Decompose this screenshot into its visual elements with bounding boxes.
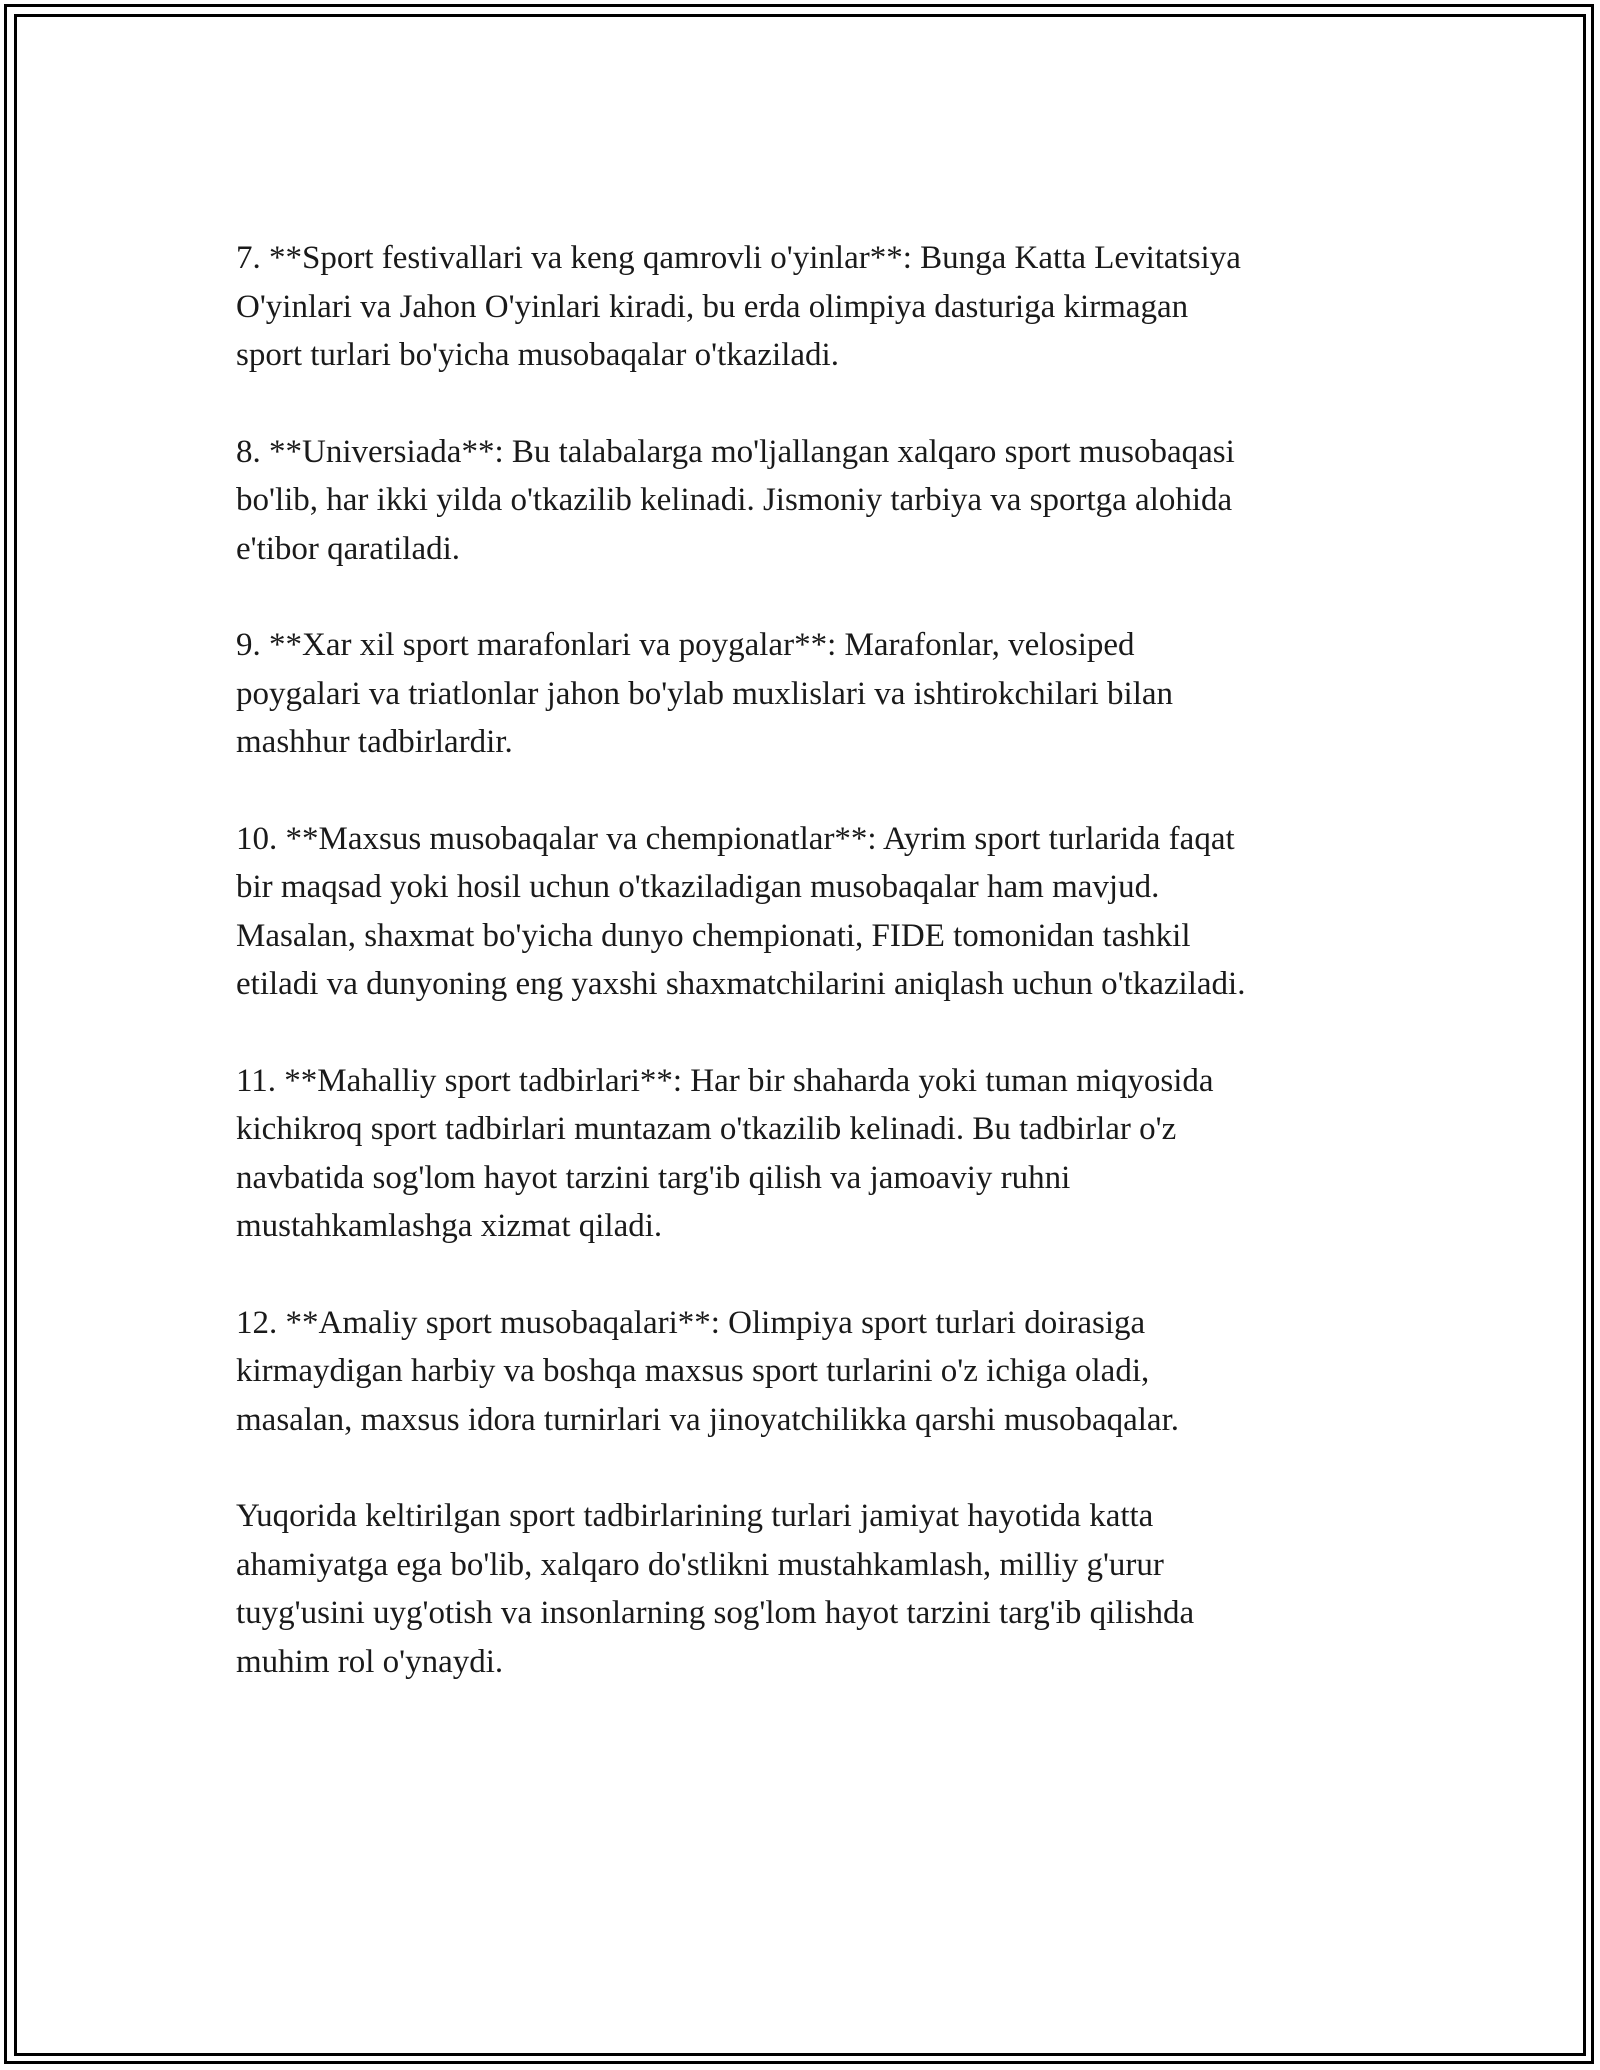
paragraph-item-9: 9. **Xar xil sport marafonlari va poygalar**: Marafonlar, velosiped poygalari va triatlonlar jahon bo'ylab muxlislari va ishtirokchilari bilan mashhur tadbirlardir. (236, 627, 1174, 760)
document-body (236, 234, 1376, 1734)
paragraph-item-7: 7. **Sport festivallari va keng qamrovli o'yinlar**: Bunga Katta Levitatsiya O'yinlari va Jahon O'yinlari kiradi, bu erda olimpiya dasturiga kirmagan sport turlari bo'yicha musobaqalar o'tkaziladi. (236, 240, 1241, 373)
paragraph-item-11: 11. **Mahalliy sport tadbirlari**: Har bir shaharda yoki tuman miqyosida kichikroq sport tadbirlari muntazam o'tkazilib kelinadi. Bu tadbirlar o'z navbatida sog'lom hayot tarzini targ'ib qilish va jamoaviy ruhni mustahkamlashga xizmat qiladi. (236, 1062, 1214, 1244)
conclusion-paragraph: Yuqorida keltirilgan sport tadbirlarining turlari jamiyat hayotida katta ahamiyatga ega bo'lib, xalqaro do'stlikni mustahkamlash, milliy g'urur tuyg'usini uyg'otish va insonlarning sog'lom hayot tarzini targ'ib qilishda muhim rol o'ynaydi. (236, 1498, 1195, 1680)
paragraph-item-12: 12. **Amaliy sport musobaqalari**: Olimpiya sport turlari doirasiga kirmaydigan harbiy va boshqa maxsus sport turlarini o'z ichiga oladi, masalan, maxsus idora turnirlari va jinoyatchilikka qarshi musobaqalar. (236, 1304, 1179, 1438)
paragraph-item-8: 8. **Universiada**: Bu talabalarga mo'ljallangan xalqaro sport musobaqasi bo'lib, har ikki yilda o'tkazilib kelinadi. Jismoniy tarbiya va sportga alohida e'tibor qaratiladi. (236, 433, 1235, 567)
paragraph-item-10: 10. **Maxsus musobaqalar va chempionatlar**: Ayrim sport turlarida faqat bir maqsad yoki hosil uchun o'tkaziladigan musobaqalar ham mavjud. Masalan, shaxmat bo'yicha dunyo chempionati, FIDE tomonidan tashkil etiladi va dunyoning eng yaxshi shaxmatchilarini aniqlash uchun o'tkaziladi. (236, 820, 1246, 1002)
